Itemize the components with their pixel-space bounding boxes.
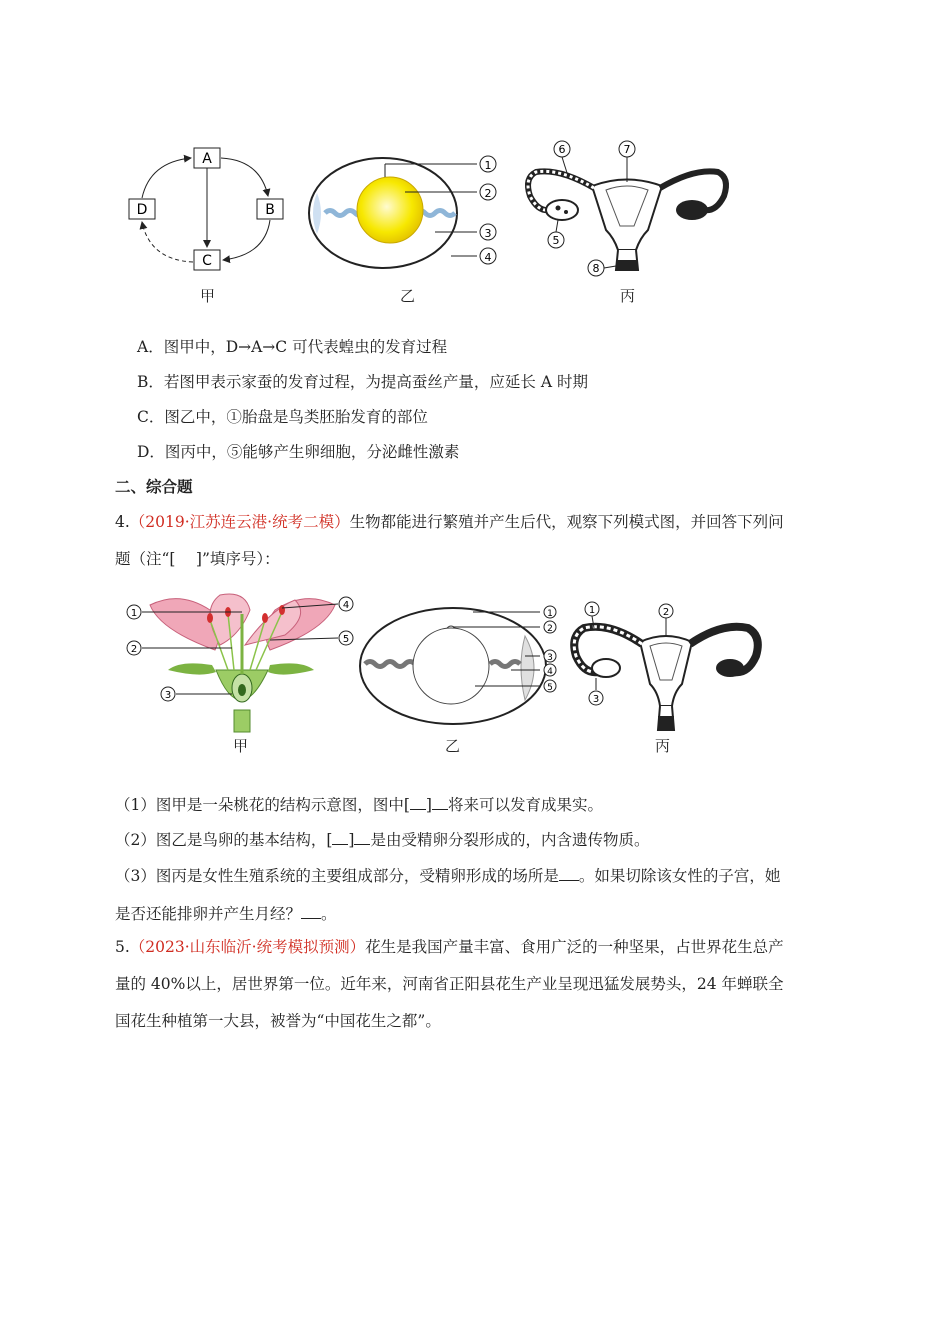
q5-line-2: 量的 40%以上，居世界第一位。近年来，河南省正阳县花生产业呈现迅猛发展势头，24 年蝉联全	[115, 975, 784, 993]
q3-option-c: C．图乙中，①胎盘是鸟类胚胎发育的部位	[137, 408, 428, 426]
q4-sub-3-cont: 是否还能排卵并产生月经？ 。	[115, 902, 337, 924]
q3-option-a: A．图甲中，D→A→C 可代表蝗虫的发育过程	[137, 338, 448, 356]
q4-bing-label-3: 3	[592, 694, 600, 705]
arrow-d-to-a	[142, 158, 191, 198]
q5-number: 5.	[115, 938, 130, 956]
q4-line-2: 题（注“[ ]”填序号）：	[115, 550, 280, 568]
ovary-right	[676, 200, 708, 220]
q4-sub-1: （1）图甲是一朵桃花的结构示意图，图中[ ] 将来可以发育成果实。	[115, 793, 603, 815]
fig1-jia-cycle-diagram	[120, 140, 290, 275]
ovary-left	[546, 200, 578, 220]
q4-fig-jia-caption: 甲	[233, 737, 249, 755]
arrow-b-to-c	[223, 220, 270, 260]
q4-yi-label-2: 2	[547, 624, 553, 634]
answer-blank[interactable]	[301, 902, 321, 919]
q4-bing-label-1: 1	[588, 605, 596, 616]
bing-label-8: 8	[592, 262, 600, 275]
q4-jia-label-1: 1	[130, 608, 138, 619]
fig1-bing-reproductive-system	[520, 138, 735, 278]
fig1-yi-bird-egg	[305, 148, 505, 273]
bing-label-7: 7	[623, 143, 631, 156]
q4-number: 4.	[115, 513, 130, 531]
fig1-bing-caption: 丙	[620, 287, 636, 305]
q5-line-3: 国花生种植第一大县，被誉为“中国花生之都”。	[115, 1012, 441, 1030]
q4-yi-label-5: 5	[547, 683, 553, 693]
q4-fig-jia-flower	[120, 590, 365, 735]
q4-yi-label-3: 3	[547, 653, 553, 663]
q4-bing-label-2: 2	[662, 607, 670, 618]
yi-label-2: 2	[484, 187, 492, 200]
q5-line-1	[115, 937, 784, 957]
q3-option-b: B．若图甲表示家蚕的发育过程，为提高蚕丝产量，应延长 A 时期	[137, 373, 588, 391]
bing-label-5: 5	[552, 234, 560, 247]
node-c-label: C	[202, 253, 212, 269]
q4-yi-label-4: 4	[547, 667, 553, 677]
q4-jia-label-4: 4	[342, 600, 350, 611]
node-b-label: B	[265, 202, 275, 218]
q4-jia-label-3: 3	[164, 690, 172, 701]
q3-option-d: D．图丙中，⑤能够产生卵细胞，分泌雌性激素	[137, 443, 460, 461]
fig1-yi-caption: 乙	[400, 287, 416, 305]
uterus	[640, 636, 692, 706]
bing-label-6: 6	[558, 143, 566, 156]
ovary-right	[716, 659, 744, 677]
answer-blank[interactable]	[410, 793, 426, 810]
yi-label-3: 3	[484, 227, 492, 240]
q4-text-1: 生物都能进行繁殖并产生后代，观察下列模式图，并回答下列问	[349, 513, 784, 531]
q5-text-1: 花生是我国产量丰富、食用广泛的一种坚果，占世界花生总产	[365, 938, 784, 956]
q5-source: （2023·山东临沂·统考模拟预测）	[129, 938, 366, 956]
node-a-label: A	[202, 151, 212, 167]
yolk	[357, 177, 423, 243]
arrow-c-to-d-dashed	[142, 222, 193, 262]
arrow-a-to-b	[221, 158, 268, 196]
q4-fig-bing-caption: 丙	[655, 737, 671, 755]
answer-blank[interactable]	[432, 793, 448, 810]
yolk	[413, 628, 489, 704]
q4-source: （2019·江苏连云港·统考二模）	[129, 513, 350, 531]
answer-blank[interactable]	[354, 828, 370, 845]
ovary-left	[592, 659, 620, 677]
q4-jia-label-2: 2	[130, 644, 138, 655]
q4-line-1	[115, 512, 784, 532]
yi-label-1: 1	[484, 159, 492, 172]
uterus	[592, 180, 662, 251]
q4-yi-label-1: 1	[547, 609, 553, 619]
section-heading: 二、综合题	[115, 477, 193, 496]
petal-left	[150, 599, 219, 650]
q4-sub-2: （2）图乙是鸟卵的基本结构，[ ] 是由受精卵分裂形成的，内含遗传物质。	[115, 828, 650, 850]
q4-fig-bing-reproductive-system	[570, 598, 770, 738]
fig1-jia-caption: 甲	[200, 287, 216, 305]
q4-fig-yi-caption: 乙	[445, 737, 461, 755]
q4-fig-yi-egg	[355, 600, 570, 730]
yi-label-4: 4	[484, 251, 492, 264]
q4-jia-label-5: 5	[342, 634, 350, 645]
q4-sub-3: （3）图丙是女性生殖系统的主要组成部分，受精卵形成的场所是 。如果切除该女性的子宫，她	[115, 864, 780, 886]
node-d-label: D	[136, 202, 148, 218]
answer-blank[interactable]	[332, 828, 348, 845]
answer-blank[interactable]	[559, 864, 579, 881]
